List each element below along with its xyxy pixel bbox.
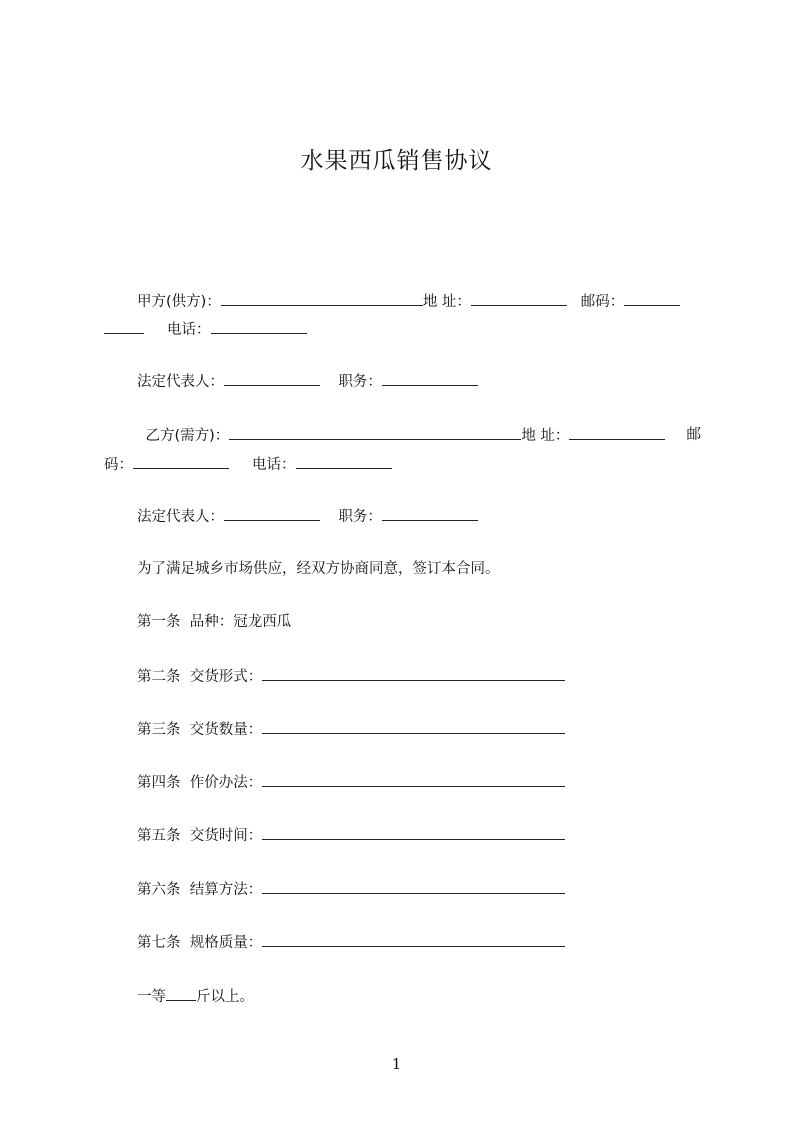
article-label: 交货形式： (189, 669, 263, 685)
article-label: 交货时间： (189, 828, 263, 844)
article-blank[interactable] (262, 932, 565, 947)
party-b-postcode-label-2: 码： (104, 457, 133, 473)
rep-a-line (137, 371, 737, 392)
party-a-line (137, 291, 737, 312)
rep-b-line (137, 506, 737, 527)
article-1 (137, 612, 737, 632)
party-a-address-blank[interactable] (471, 291, 567, 306)
intro-paragraph: 为了满足城乡市场供应，经双方协商同意，签订本合同。 (137, 561, 500, 577)
article-blank[interactable] (262, 719, 565, 734)
article-number: 第六条 (137, 882, 181, 898)
article-number: 第一条 (137, 614, 181, 630)
rep-b-label: 法定代表人： (137, 509, 224, 525)
page-number: 1 (391, 1055, 402, 1073)
article-2 (137, 666, 737, 687)
article-label: 交货数量： (189, 722, 263, 738)
party-b-phone-blank[interactable] (296, 454, 392, 469)
party-a-line-2 (104, 319, 704, 340)
document-title: 水果西瓜销售协议 (300, 148, 493, 174)
party-b-label: 乙方(需方)： (145, 428, 230, 444)
party-b-postcode-blank[interactable] (133, 454, 229, 469)
article-number: 第三条 (137, 722, 181, 738)
rep-a-position-blank[interactable] (382, 371, 478, 386)
article-blank[interactable] (262, 666, 565, 681)
party-a-phone-label: 电话： (167, 322, 211, 338)
grade-suffix: 斤以上。 (196, 989, 254, 1005)
rep-b-position-label: 职务： (338, 509, 382, 525)
article-label: 规格质量： (189, 935, 263, 951)
party-a-phone-blank[interactable] (211, 319, 307, 334)
party-b-line (104, 425, 704, 446)
party-a-postcode-label: 邮码： (580, 294, 625, 310)
rep-b-blank[interactable] (224, 506, 320, 521)
rep-a-label: 法定代表人： (137, 374, 224, 390)
grade-blank[interactable] (166, 986, 196, 1001)
rep-a-position-label: 职务： (338, 374, 382, 390)
article-blank[interactable] (262, 879, 565, 894)
article-number: 第五条 (137, 828, 181, 844)
rep-b-position-blank[interactable] (382, 506, 478, 521)
party-b-address-label: 地 址： (521, 428, 570, 444)
party-a-postcode-blank[interactable] (624, 291, 680, 306)
article-blank[interactable] (262, 825, 565, 840)
grade-line (137, 986, 737, 1007)
article-number: 第二条 (137, 669, 181, 685)
party-b-postcode-label-1: 邮 (686, 427, 701, 443)
article-label: 结算方法： (189, 882, 263, 898)
article-number: 第七条 (137, 935, 181, 951)
article-label: 品种：冠龙西瓜 (189, 614, 292, 630)
party-b-line-2 (104, 454, 704, 475)
article-number: 第四条 (137, 775, 181, 791)
party-b-address-blank[interactable] (569, 425, 665, 440)
article-7 (137, 932, 737, 953)
article-4 (137, 772, 737, 793)
party-b-name-blank[interactable] (229, 425, 521, 440)
article-blank[interactable] (262, 772, 565, 787)
grade-prefix: 一等 (137, 989, 166, 1005)
article-3 (137, 719, 737, 740)
article-5 (137, 825, 737, 846)
article-6 (137, 879, 737, 900)
rep-a-blank[interactable] (224, 371, 320, 386)
party-a-address-label: 地 址： (422, 294, 471, 310)
party-a-postcode-blank-cont[interactable] (104, 319, 144, 334)
party-b-phone-label: 电话： (252, 457, 296, 473)
party-a-name-blank[interactable] (221, 291, 423, 306)
article-label: 作价办法： (189, 775, 263, 791)
party-a-label: 甲方(供方)： (137, 294, 221, 310)
